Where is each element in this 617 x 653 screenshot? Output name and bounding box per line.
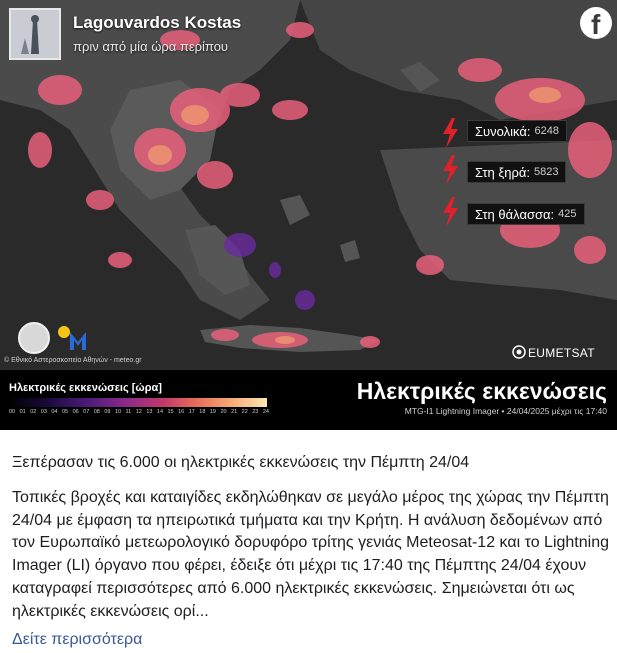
legend-tick: 15 xyxy=(167,409,174,415)
legend-tick: 12 xyxy=(135,409,142,415)
legend-tick: 11 xyxy=(125,409,132,415)
legend-tick: 10 xyxy=(114,409,122,415)
avatar[interactable] xyxy=(9,8,61,60)
legend-tick: 23 xyxy=(252,409,259,415)
legend-tick: 19 xyxy=(209,409,216,415)
stat-label: Στη ξηρά: xyxy=(475,164,530,180)
legend-tick: 14 xyxy=(156,409,164,415)
stat-label: Στη θάλασσα: xyxy=(475,206,555,222)
legend-ticks xyxy=(9,409,269,415)
stat-sea xyxy=(467,203,585,225)
legend-tick: 22 xyxy=(241,409,248,415)
legend-tick: 07 xyxy=(83,409,90,415)
lightning-bolt-icon xyxy=(440,155,460,185)
legend-tick: 03 xyxy=(40,409,47,415)
legend-tick: 09 xyxy=(104,409,111,415)
post-body: Τοπικές βροχές και καταιγίδες εκδηλώθηκαν σε μεγάλο μέρος της χώρας την Πέμπτη 24/04 με έμφαση τα ηπειρωτικά τμήματα και την Κρήτη. Η ανάλυση δεδομένων από τον Ευρωπαϊκό μετεωρολογικό δορυφόρο τρίτης γενιάς Meteosat-12 και το Lightning Imager (LI) όργανο που φέρει, έδειξε ότι μέχρι τις 17:40 της Πέμπτης 24/04 έχουν καταγραφεί περισσότερες από 6.000 ηλεκτρικές εκκενώσεις. Σημειώνεται ότι ως ηλεκτρικές εκκενώσεις ορί... xyxy=(12,489,609,620)
image-subtitle: MTG-I1 Lightning Imager • 24/04/2025 μέχρι τις 17:40 xyxy=(404,406,607,416)
legend-title: Ηλεκτρικές εκκενώσεις [ώρα] xyxy=(9,382,162,394)
lightning-bolt-icon xyxy=(440,197,460,227)
stat-value: 425 xyxy=(558,208,577,220)
legend-tick: 01 xyxy=(19,409,26,415)
observatory-seal-logo xyxy=(18,322,50,354)
eumetsat-label: EUMETSAT xyxy=(528,346,595,360)
avatar-photo-icon xyxy=(11,10,59,58)
legend-tick: 20 xyxy=(220,409,227,415)
meteo-logo xyxy=(56,324,96,352)
legend-tick: 17 xyxy=(188,409,195,415)
legend-tick: 02 xyxy=(30,409,37,415)
post-timestamp[interactable]: πριν από μία ώρα περίπου xyxy=(73,39,229,54)
legend-tick: 00 xyxy=(9,409,16,415)
eumetsat-logo-icon xyxy=(512,345,526,359)
stat-value: 5823 xyxy=(533,166,559,178)
stat-label: Συνολικά: xyxy=(475,123,531,139)
legend-tick: 05 xyxy=(61,409,69,415)
legend-color-scale xyxy=(9,398,267,407)
legend-tick: 13 xyxy=(146,409,153,415)
legend-tick: 06 xyxy=(72,409,79,415)
image-title: Ηλεκτρικές εκκενώσεις xyxy=(356,378,607,404)
facebook-icon[interactable]: f xyxy=(580,7,612,39)
post-headline[interactable]: Ξεπέρασαν τις 6.000 οι ηλεκτρικές εκκενώσεις την Πέμπτη 24/04 xyxy=(12,454,470,471)
legend-tick: 08 xyxy=(93,409,100,415)
stat-land xyxy=(467,161,566,183)
image-credit: © Εθνικό Αστεροσκοπείο Αθηνών - meteo.gr xyxy=(4,357,142,364)
lightning-bolt-icon xyxy=(440,118,460,148)
legend-tick: 16 xyxy=(178,409,185,415)
legend-tick: 24 xyxy=(262,409,269,415)
stat-total xyxy=(467,120,567,142)
see-more-link[interactable]: Δείτε περισσότερα xyxy=(12,631,143,648)
legend-tick: 04 xyxy=(51,409,58,415)
legend-tick: 21 xyxy=(231,409,238,415)
author-name[interactable]: Lagouvardos Kostas xyxy=(73,13,242,32)
stat-value: 6248 xyxy=(534,125,559,137)
legend-tick: 18 xyxy=(199,409,206,415)
